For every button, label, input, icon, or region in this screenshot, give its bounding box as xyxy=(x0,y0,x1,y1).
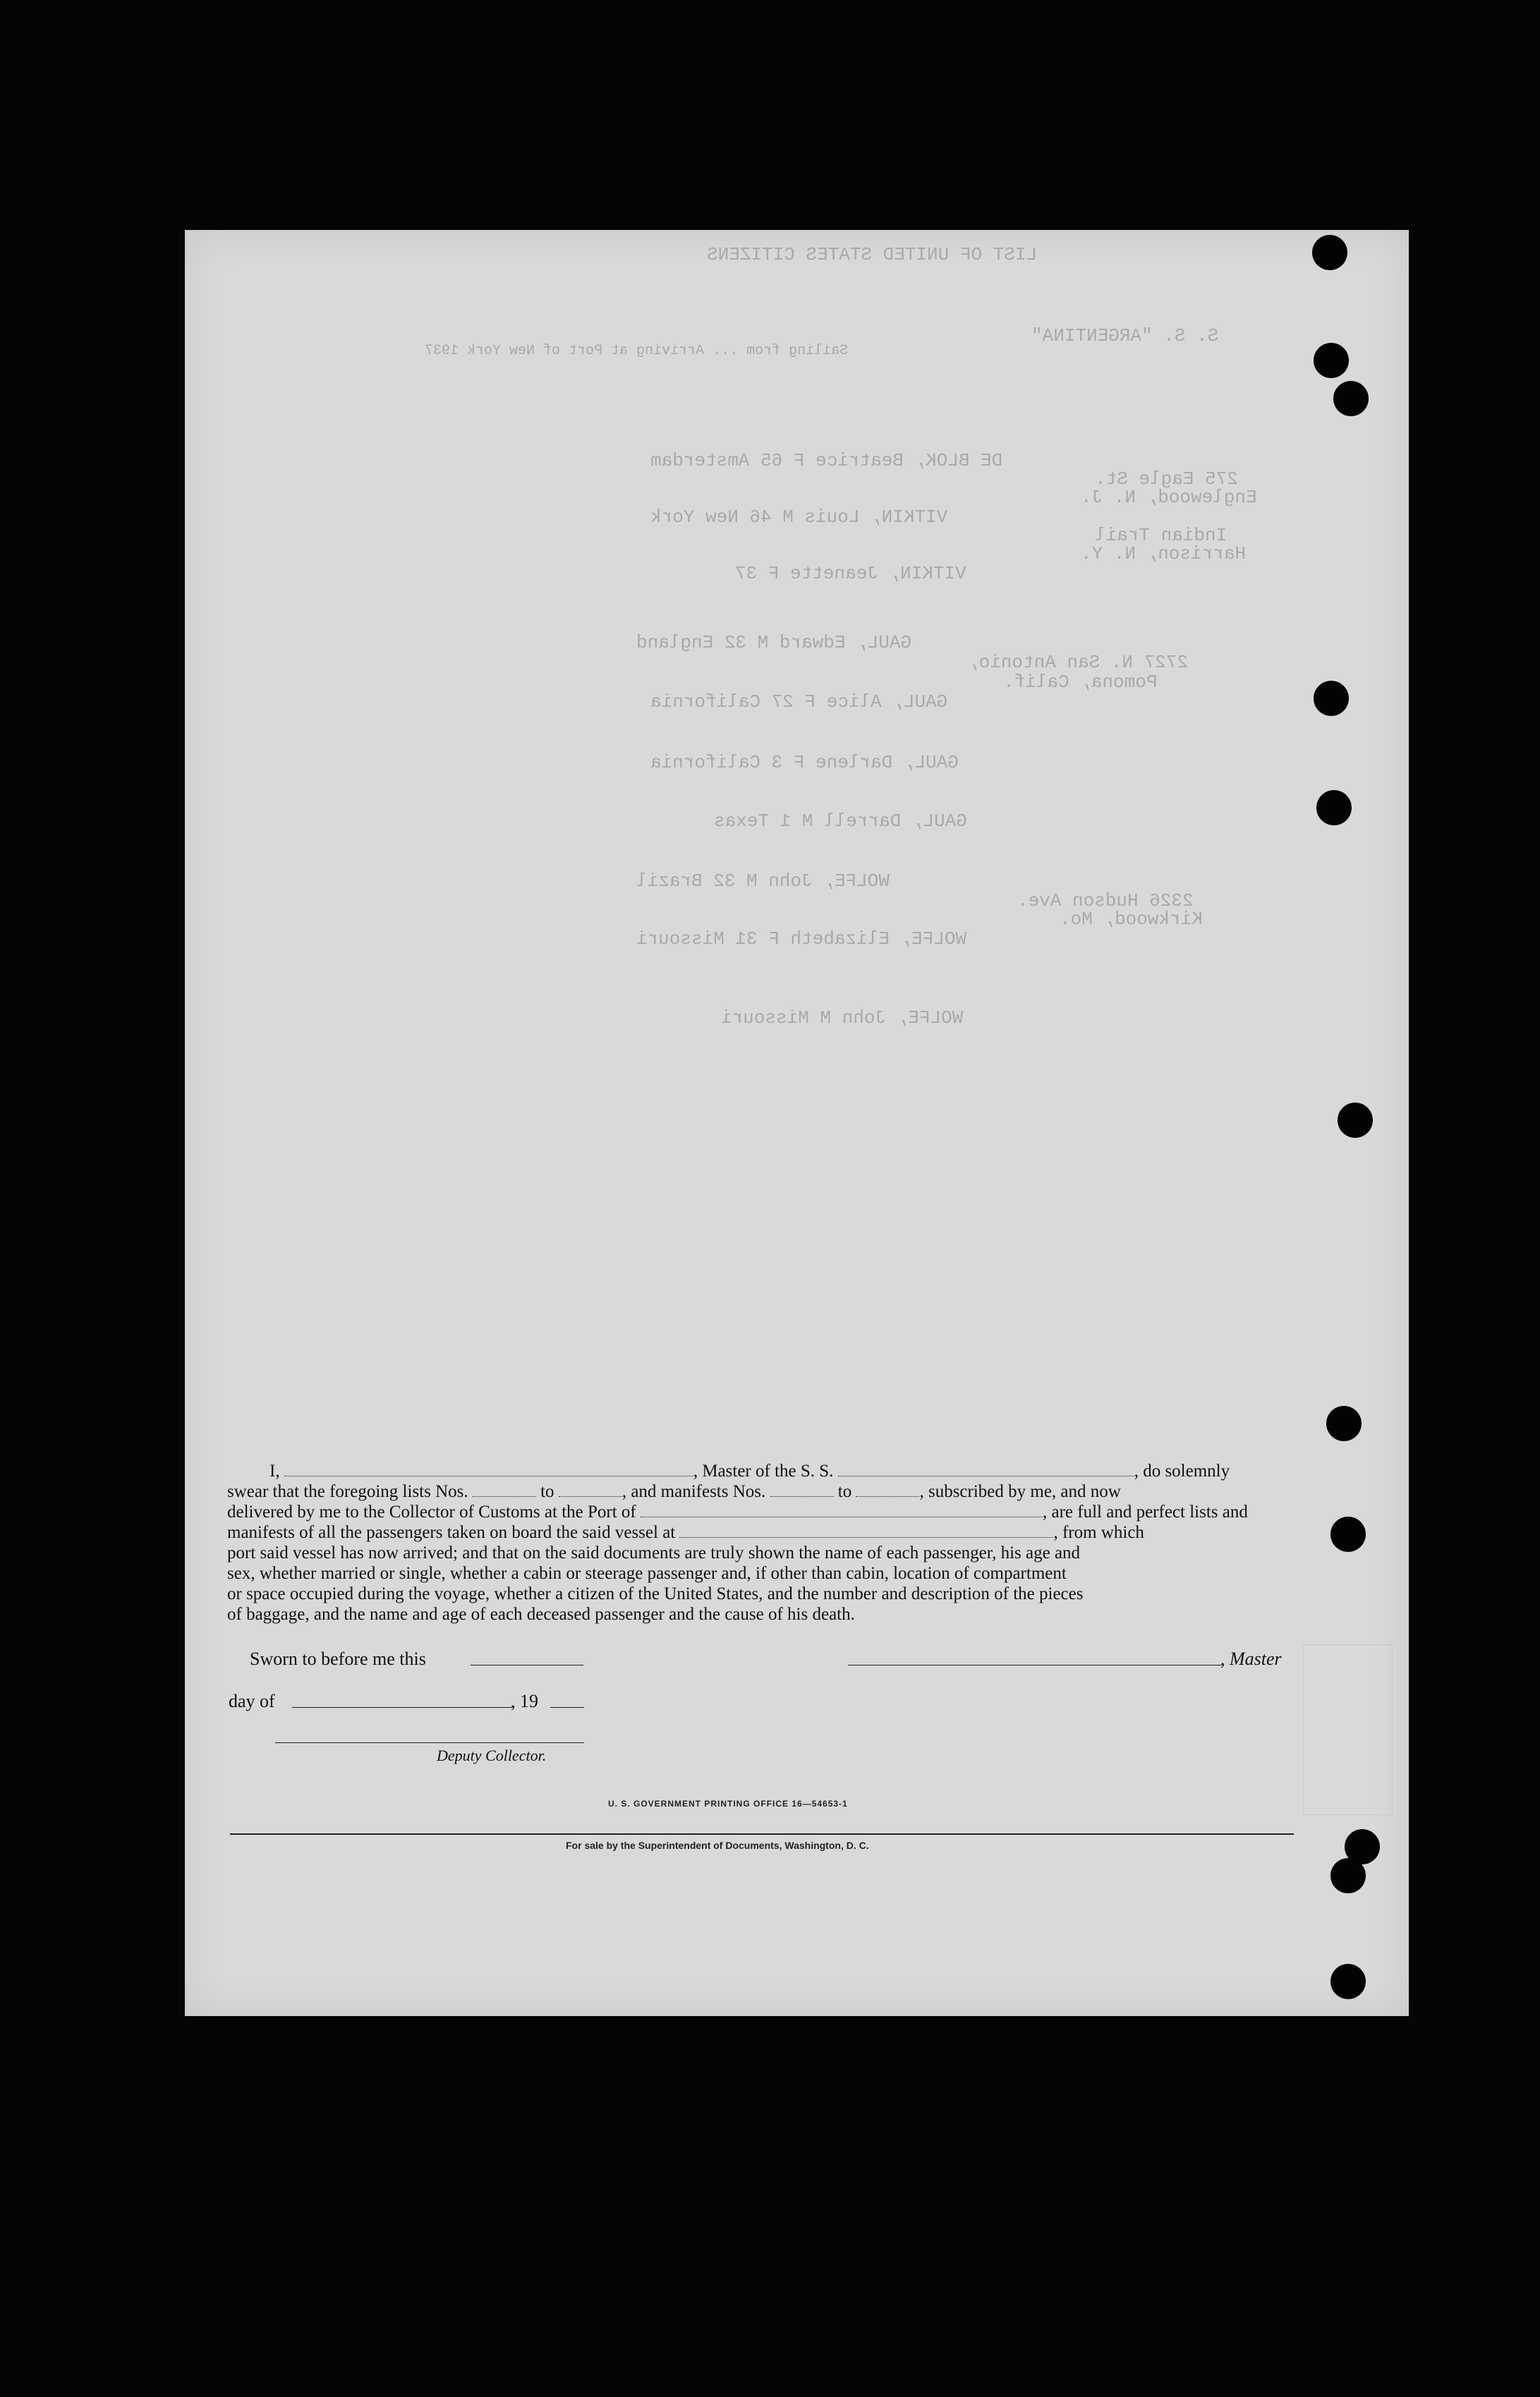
bleed-row: 275 Eagle St. xyxy=(1095,468,1238,490)
embark-port-blank xyxy=(679,1523,1053,1538)
punch-hole xyxy=(1314,681,1349,716)
bleed-row: VITKIN, Louis M 46 New York xyxy=(650,506,948,528)
bleed-row: Kirkwood, Mo. xyxy=(1060,909,1203,930)
oath-line-3: delivered by me to the Collector of Customs at the Port of , are full and perfect lists and xyxy=(227,1503,1248,1522)
master-oath-paragraph xyxy=(227,1461,1296,1625)
manifest-to-blank xyxy=(856,1482,919,1497)
deputy-collector-label: Deputy Collector. xyxy=(437,1747,547,1764)
oath-line-6: sex, whether married or single, whether a cabin or steerage passenger and, if other than cabin, location of compartment xyxy=(227,1564,1067,1583)
punch-hole xyxy=(1314,343,1349,378)
master-name-blank xyxy=(284,1462,693,1476)
bleed-row: Englewood, N. J. xyxy=(1081,487,1257,508)
year-line xyxy=(550,1707,584,1708)
punch-hole xyxy=(1330,1858,1366,1893)
bleed-row: 2727 N. San Antonio, xyxy=(968,652,1189,673)
bleed-header-3: Sailing from ... Arriving at Port of New York 1937 xyxy=(425,343,849,359)
bleed-row: Pomona, Calif. xyxy=(1003,672,1158,693)
oath-line-4: manifests of all the passengers taken on board the said vessel at , from which xyxy=(227,1523,1144,1542)
bleed-row: GAUL, Alice F 27 California xyxy=(650,691,948,712)
master-signature-label: , Master xyxy=(1220,1649,1282,1669)
bleed-row: GAUL, Edward M 32 England xyxy=(636,632,912,653)
list-from-blank xyxy=(473,1482,536,1497)
bleed-row: GAUL, Darlene F 3 California xyxy=(650,752,959,773)
bleed-row: Indian Trail xyxy=(1095,525,1227,546)
bleed-row: WOLFE, John M Missouri xyxy=(721,1007,964,1028)
manifest-from-blank xyxy=(770,1482,834,1497)
bleed-header-1: LIST OF UNITED STATES CITIZENS xyxy=(707,244,1038,265)
document-page xyxy=(185,230,1409,2016)
footer-rule xyxy=(230,1833,1294,1835)
punch-hole xyxy=(1330,1517,1366,1552)
port-blank xyxy=(641,1503,1043,1517)
list-to-blank xyxy=(559,1482,622,1497)
bleed-header-2: S. S. "ARGENTINA" xyxy=(1031,325,1219,346)
year-label: , 19 xyxy=(511,1691,538,1711)
bleed-row: WOLFE, John M 32 Brazil xyxy=(636,870,890,892)
punch-hole xyxy=(1333,381,1369,416)
oath-line-2: swear that the foregoing lists Nos. to , and manifests Nos. to , subscribed by me, and now xyxy=(227,1482,1121,1501)
day-of-label: day of xyxy=(229,1691,275,1711)
sworn-label: Sworn to before me this xyxy=(250,1649,426,1669)
for-sale-imprint: For sale by the Superintendent of Documents, Washington, D. C. xyxy=(566,1840,869,1851)
bleed-row: VITKIN, Jeanette F 37 xyxy=(735,563,966,584)
faint-stamp-box xyxy=(1303,1644,1393,1815)
oath-line-8: of baggage, and the name and age of each deceased passenger and the cause of his death. xyxy=(227,1605,855,1624)
day-of-line xyxy=(292,1707,512,1708)
punch-hole xyxy=(1338,1103,1373,1138)
deputy-signature-line xyxy=(275,1742,584,1743)
bleed-row: 2326 Hudson Ave. xyxy=(1017,890,1194,911)
bleed-row: WOLFE, Elizabeth F 31 Missouri xyxy=(636,928,967,949)
punch-hole xyxy=(1312,235,1347,270)
punch-hole xyxy=(1316,790,1352,825)
ship-name-blank xyxy=(838,1462,1134,1476)
bleed-through-text xyxy=(185,230,1409,1359)
punch-hole xyxy=(1330,1964,1366,1999)
bleed-row: Harrison, N. Y. xyxy=(1081,543,1247,564)
oath-line-5: port said vessel has now arrived; and that on the said documents are truly shown the name of each passenger, his age and xyxy=(227,1543,1081,1562)
gpo-imprint: U. S. GOVERNMENT PRINTING OFFICE 16—54653-1 xyxy=(608,1799,848,1809)
bleed-row: GAUL, Darrell M 1 Texas xyxy=(714,811,967,832)
oath-line-7: or space occupied during the voyage, whether a citizen of the United States, and the number and description of the pieces xyxy=(227,1584,1084,1603)
oath-line-1: I, , Master of the S. S. , do solemnly xyxy=(269,1462,1230,1481)
punch-hole xyxy=(1326,1406,1362,1441)
bleed-row: DE BLOK, Beatrice F 65 Amsterdam xyxy=(650,450,1003,471)
